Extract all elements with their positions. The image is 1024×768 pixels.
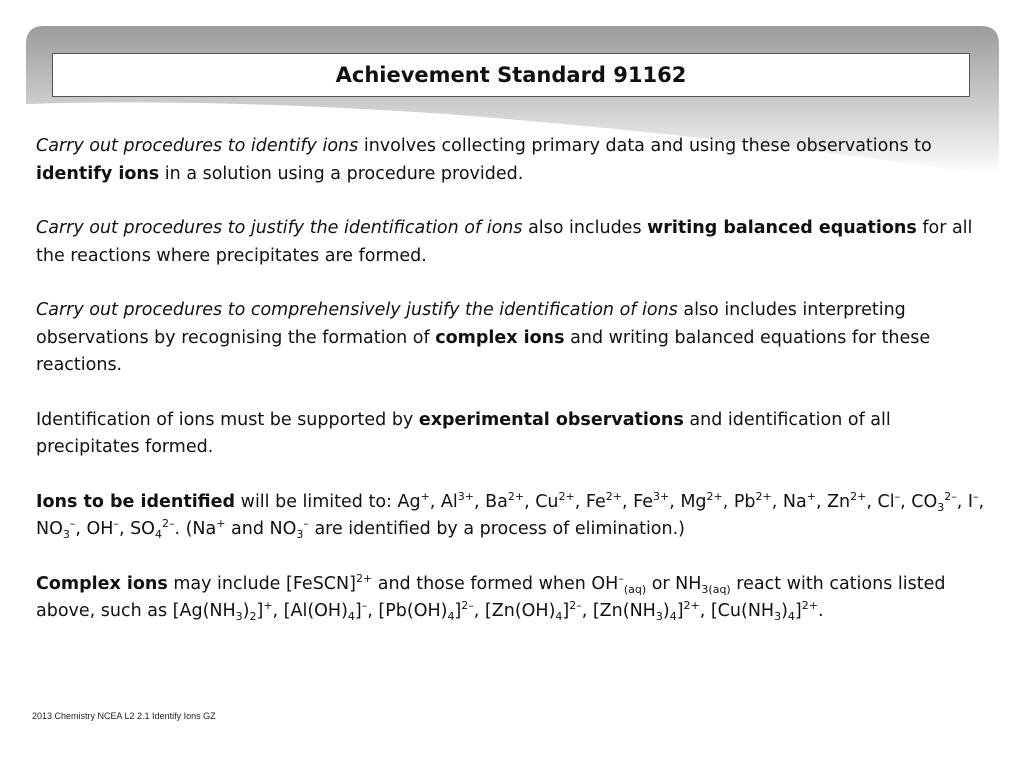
paragraph-identify-ions: Carry out procedures to identify ions involves collecting primary data and using these observations to identify ions in a solution using a procedure provided. bbox=[36, 136, 932, 184]
paragraph-comprehensively-justify: Carry out procedures to comprehensively justify the identification of ions also includes interpreting observations by recognising the formation of complex ions and writing balanced equations for these reactions. bbox=[36, 300, 931, 375]
slide-title: Achievement Standard 91162 bbox=[335, 63, 687, 87]
slide-footer: 2013 Chemistry NCEA L2 2.1 Identify Ions GZ bbox=[32, 711, 216, 721]
paragraph-justify-identification: Carry out procedures to justify the identification of ions also includes writing balanced equations for all the reactions where precipitates are formed. bbox=[36, 218, 973, 266]
paragraph-experimental-observations: Identification of ions must be supported by experimental observations and identification of all precipitates formed. bbox=[36, 409, 891, 457]
slide-body bbox=[36, 133, 996, 653]
paragraph-complex-ions: Complex ions may include [FeSCN]$^{2+}$ and those formed when $OH^-_{(aq)}$ or $NH_{3(aq)}$ react with cations listed above, such as $[Ag(NH_3)_2]^+$, $[Al(OH)_4]^-$, $[Pb(OH)_4]^{2-}$, $[Zn(OH)_4]^{2-}$, $[Zn(NH_3)_4]^{2+}$, $[Cu(NH_3)_4]^{2+}$. bbox=[36, 571, 946, 623]
paragraph-ions-to-be-identified: Ions to be identified will be limited to: Ag+, $Al^{3+}$, $Ba^{2+}$, $Cu^{2+}$, $Fe^{2+}$, $Fe^{3+}$, $Mg^{2+}$, $Pb^{2+}$, Na+, $Zn^{2+}$, Cl–, $CO_3^{2-}$, I–, $NO_3^-$, OH–, $SO_4^{2-}$. (Na+ and $NO_3^-$ are identified by a process of elimination.) bbox=[36, 489, 985, 541]
title-box bbox=[52, 53, 970, 97]
